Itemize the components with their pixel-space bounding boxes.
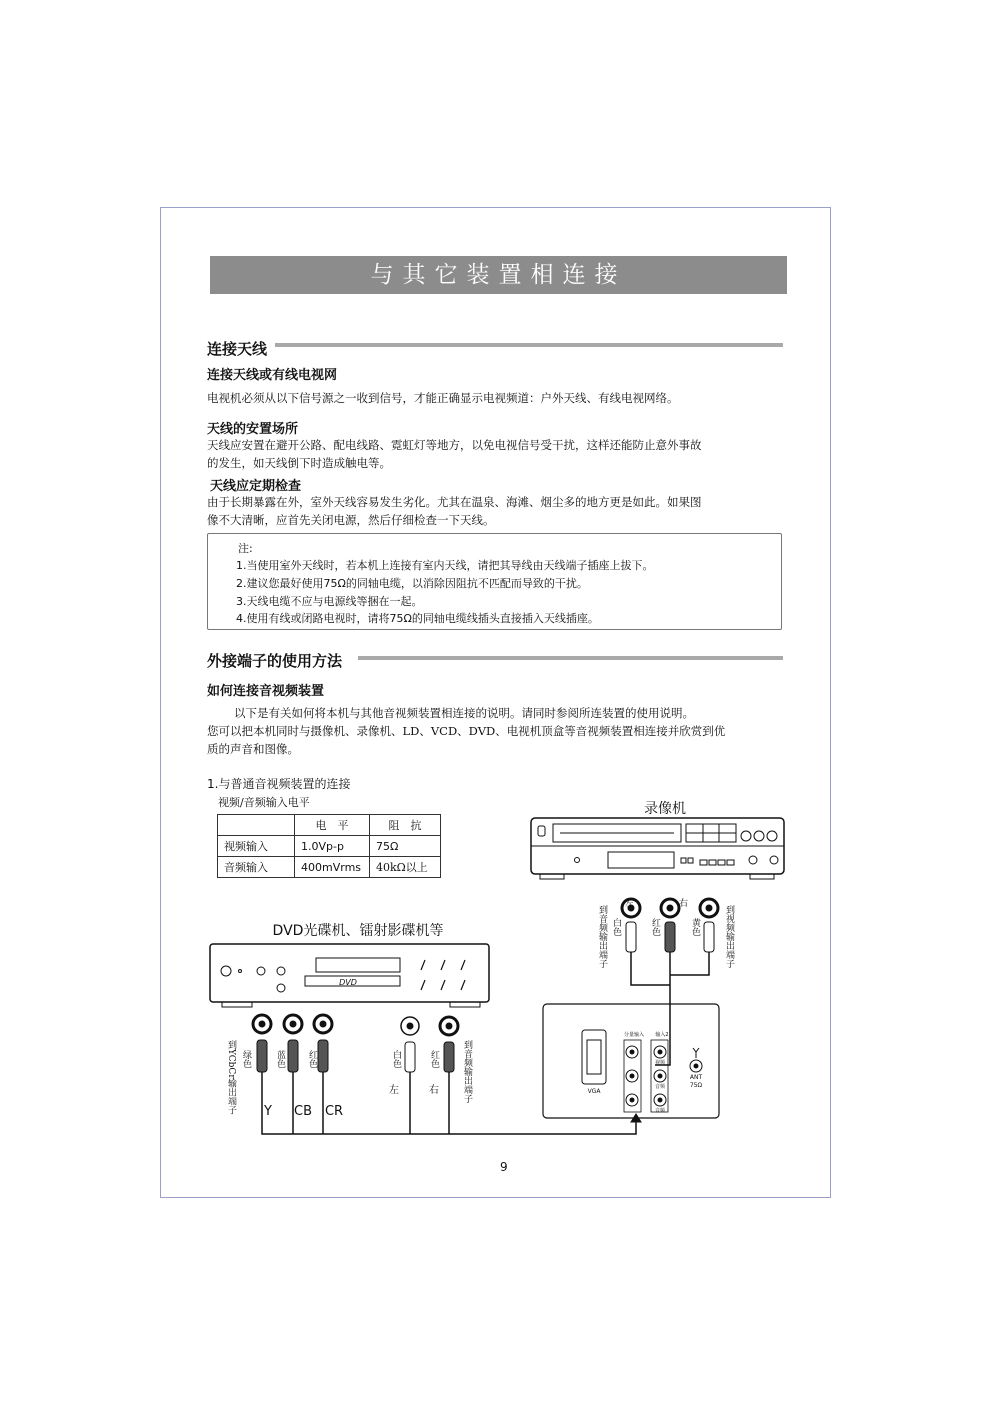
table-caption: 视频/音频输入电平 [218, 796, 310, 809]
table-cell: 电 平 [295, 815, 370, 836]
dvd-red2-label: 红色 [429, 1050, 439, 1068]
terminals-heading: 外接端子的使用方法 [207, 652, 343, 670]
item1-title: 1.与普通音视频装置的连接 [207, 777, 351, 791]
vcr-audio-out-label: 到音频输出端子 [597, 905, 607, 968]
vcr-video-out-label: 到视频输出端子 [724, 905, 734, 968]
note-item: 2.建议您最好使用75Ω的同轴电缆，以消除因阻抗不匹配而导致的干扰。 [236, 577, 588, 590]
tv-video-label: 视频 [654, 1060, 666, 1066]
dvd-green-label: 绿色 [241, 1050, 251, 1068]
vcr-device [531, 818, 784, 879]
vcr-right-label: 右 [677, 898, 687, 907]
tv-av2-label: 输入2 [655, 1032, 669, 1038]
vcr-label: 录像机 [644, 801, 686, 817]
table-cell: 400mVrms [295, 857, 370, 878]
antenna-p3a: 由于长期暴露在外，室外天线容易发生劣化。尤其在温泉、海滩、烟尘多的地方更是如此。如果图 [207, 495, 702, 509]
table-cell: 1.0Vp-p [295, 836, 370, 857]
table-cell: 音频输入 [218, 857, 295, 878]
antenna-sub1: 连接天线或有线电视网 [207, 368, 338, 383]
tv-audio-r-label: 音频 [654, 1108, 666, 1114]
note-item: 3.天线电缆不应与电源线等捆在一起。 [236, 595, 423, 608]
tv-vga-label: VGA [587, 1088, 601, 1095]
table-cell: 75Ω [370, 836, 441, 857]
antenna-p2b: 的发生，如天线倒下时造成触电等。 [207, 456, 391, 470]
tv-audio-l-label: 音频 [654, 1084, 666, 1090]
note-item: 4.使用有线或闭路电视时，请将75Ω的同轴电缆线插头直接插入天线插座。 [236, 612, 599, 625]
vcr-red-label: 红色 [650, 918, 660, 936]
antenna-p2a: 天线应安置在避开公路、配电线路、霓虹灯等地方，以免电视信号受干扰，这样还能防止意外事故 [207, 438, 702, 452]
vcr-yellow-label: 黄色 [690, 918, 700, 936]
dvd-audio-out-label: 到音频输出端子 [462, 1040, 472, 1103]
terminals-sub: 如何连接音视频装置 [207, 684, 325, 699]
vcr-white-label: 白色 [611, 918, 621, 936]
page-number: 9 [500, 1160, 508, 1174]
table-cell: 阻 抗 [370, 815, 441, 836]
dvd-right-label: 右 [429, 1085, 439, 1096]
terminals-p3: 质的声音和图像。 [207, 742, 299, 756]
tv-ohm-label: 75Ω [689, 1082, 703, 1089]
dvd-left-label: 左 [389, 1085, 399, 1096]
tv-ant-label: ANT [689, 1074, 703, 1081]
note-title: 注: [238, 542, 253, 555]
terminals-p2: 您可以把本机同时与摄像机、录像机、LD、VCD、DVD、电视机顶盒等音视频装置相连接并欣赏到优 [207, 724, 726, 738]
antenna-sub3: 天线应定期检查 [210, 479, 302, 494]
dvd-ycc-out-label: 到YCbCr输出端子 [226, 1040, 236, 1115]
table-cell: 40kΩ以上 [370, 857, 441, 878]
ycbcr-cb-label: CB [294, 1104, 312, 1119]
dvd-blue-label: 蓝色 [275, 1050, 285, 1068]
tv-component-label: 分量输入 [623, 1032, 645, 1038]
page-title: 与其它装置相连接 [210, 256, 787, 294]
dvd-device [210, 944, 489, 1007]
antenna-heading: 连接天线 [207, 340, 268, 358]
table-cell: 视频输入 [218, 836, 295, 857]
ycbcr-cr-label: CR [324, 1104, 344, 1119]
antenna-p3b: 像不大清晰，应首先关闭电源，然后仔细检查一下天线。 [207, 513, 495, 527]
vcr-left-label: 左 [623, 898, 633, 907]
dvd-logo: DVD [339, 978, 357, 987]
dvd-white-label: 白色 [391, 1050, 401, 1068]
note-item: 1.当使用室外天线时，若本机上连接有室内天线，请把其导线由天线端子插座上拔下。 [236, 559, 654, 572]
ycbcr-y-label: Y [264, 1104, 272, 1119]
terminals-p1: 以下是有关如何将本机与其他音视频装置相连接的说明。请同时参阅所连装置的使用说明。 [234, 706, 694, 720]
tv-rear-panel [543, 1004, 719, 1118]
antenna-sub2: 天线的安置场所 [207, 422, 299, 437]
antenna-p1: 电视机必须从以下信号源之一收到信号，才能正确显示电视频道：户外天线、有线电视网络。 [207, 391, 679, 405]
dvd-red-label: 红色 [307, 1050, 317, 1068]
dvd-label: DVD光碟机、镭射影碟机等 [272, 923, 444, 939]
